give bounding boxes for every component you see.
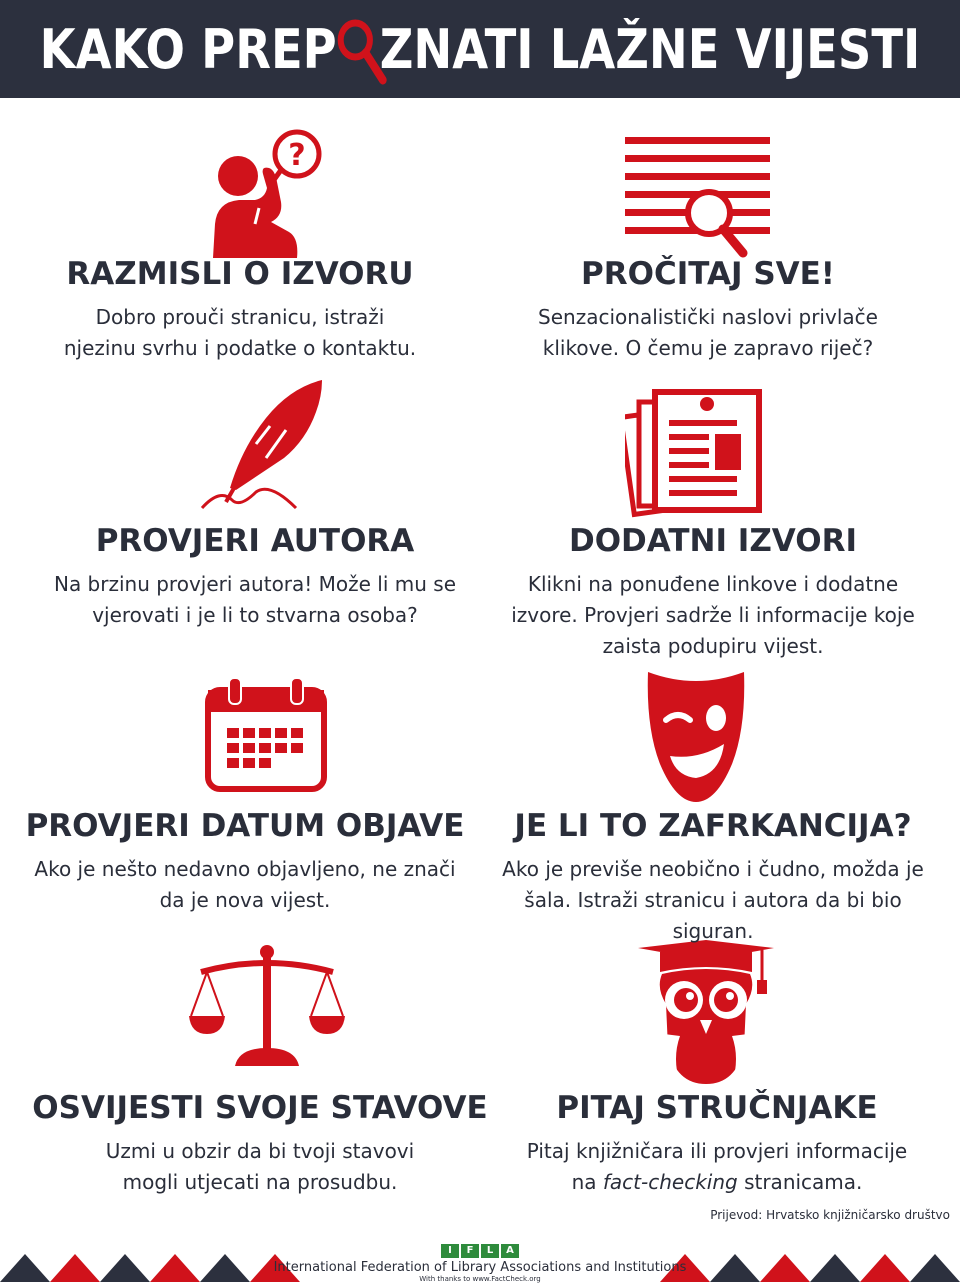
ifla-logo: I F L A [441,1244,519,1258]
panel-title: DODATNI IZVORI [568,523,858,559]
panel-title: RAZMISLI O IZVORU [66,256,414,292]
ifla-org-name: International Federation of Library Associations and Institutions [273,1260,687,1275]
panel-title: PROČITAJ SVE! [581,256,835,292]
panel-title: OSVIJESTI SVOJE STAVOVE [32,1090,488,1126]
panel-text: Dobro prouči stranicu, istraži njezinu svrhu i podatke o kontaktu. [63,305,417,360]
panel-pitaj-strucnjake [482,1090,952,1198]
person-question-icon [205,128,335,258]
page-title [0,0,960,98]
panel-text: Ako je previše neobično i čudno, možda je šala. Istraži stranicu i autora da bi bio siguran. [502,857,924,943]
panel-provjeri-autora [20,523,490,631]
documents-icon [625,388,765,518]
panel-title: PROVJERI AUTORA [95,523,415,559]
panel-title: PITAJ STRUČNJAKE [556,1090,878,1126]
translation-credit: Prijevod: Hrvatsko knjižničarsko društvo [710,1208,950,1222]
panel-title: JE LI TO ZAFRKANCIJA? [514,808,912,844]
panel-text: Klikni na ponuđene linkove i dodatne izvore. Provjeri sadrže li informacije koje zaista podupiru vijest. [511,572,915,658]
panel-dodatni-izvori [478,523,948,662]
quill-icon [200,378,330,513]
ifla-footer [0,1238,960,1283]
panel-text: Pitaj knjižničara ili provjeri informacije na fact-checking stranicama. [526,1139,908,1194]
panel-text: Ako je nešto nedavno objavljeno, ne znači da je nova vijest. [34,857,456,912]
svg-text:?: ? [288,138,306,173]
headline-magnifier-icon [625,135,775,260]
panel-osvijesti-svoje-stavove [25,1090,495,1198]
title-before: KAKO PREP [39,17,337,81]
panel-text: Na brzinu provjeri autora! Može li mu se vjerovati i je li to stvarna osoba? [53,572,457,627]
panel-razmisli-o-izvoru [5,256,475,364]
panel-text: Uzmi u obzir da bi tvoji stavovi mogli utjecati na prosudbu. [105,1139,415,1194]
panel-title: PROVJERI DATUM OBJAVE [25,808,465,844]
panel-je-li-to-zafrkancija [478,808,948,947]
panel-procitaj-sve [473,256,943,364]
magnifier-icon [338,22,378,76]
owl-graduate-icon [636,938,776,1086]
calendar-icon [205,676,327,792]
scales-icon [187,944,347,1069]
mask-icon [644,668,748,804]
factcheck-thanks: With thanks to www.FactCheck.org [419,1275,541,1283]
panel-text: Senzacionalistički naslovi privlače klikove. O čemu je zapravo riječ? [538,305,878,360]
title-after: ZNATI LAŽNE VIJESTI [379,17,921,81]
panel-provjeri-datum-objave [10,808,480,916]
